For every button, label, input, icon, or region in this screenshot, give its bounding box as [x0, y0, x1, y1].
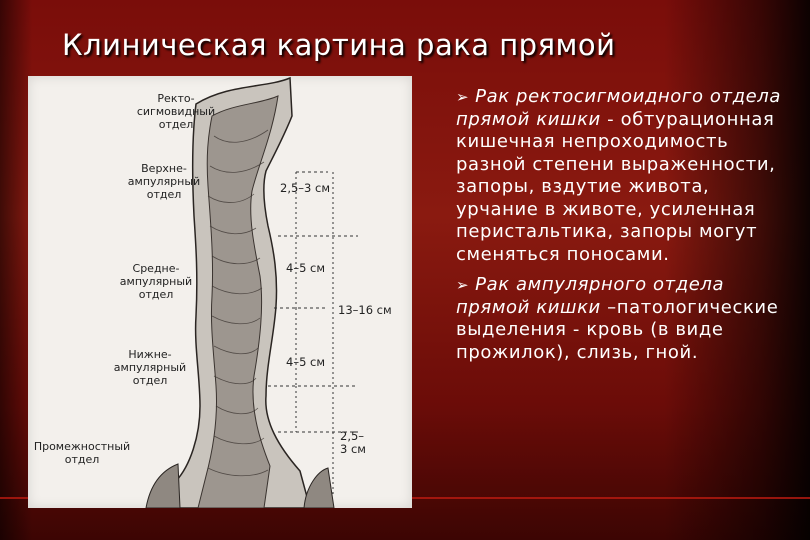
label-mid-ampullar: Средне- ампулярный отдел [119, 262, 193, 301]
arrow-bullet-icon: ➢ [456, 276, 470, 294]
dimension-perineal: 2,5– 3 см [340, 429, 366, 456]
rectum-anatomy-illustration [28, 76, 412, 508]
label-rectosigmoid: Ректо- сигмовидный отдел [136, 92, 216, 131]
bullet-list [456, 86, 786, 372]
bullet-emphasis: Рак ректосигмоидного отдела прямой кишки [456, 86, 782, 130]
dimension-upper: 2,5–3 см [280, 181, 331, 195]
label-upper-ampullar: Верхне- ампулярный отдел [127, 162, 201, 201]
bullet-item [456, 274, 786, 364]
slide-title: Клиническая картина рака прямой [62, 28, 616, 62]
bullet-text: –патологические выделения - кровь (в виде прожилок), слизь, гной. [456, 296, 779, 363]
dimension-total: 13–16 см [338, 303, 392, 317]
bullet-emphasis: Рак ампулярного отдела прямой кишки [456, 274, 725, 318]
perineal-tissue [146, 464, 180, 508]
dimension-middle: 4–5 см [286, 261, 326, 275]
label-lower-ampullar: Нижне- ампулярный отдел [113, 348, 187, 387]
arrow-bullet-icon: ➢ [456, 88, 470, 106]
label-perineal: Промежностный отдел [33, 440, 131, 466]
bullet-item [456, 86, 786, 266]
bullet-text: - обтурационная кишечная непроходимость разной степени выраженности, запоры, вздутие живота, урчание в животе, усиленная перистальтика, запоры могут сменяться поносами. [456, 108, 776, 265]
perineal-tissue-right [304, 468, 334, 508]
dimension-lower: 4–5 см [286, 355, 326, 369]
